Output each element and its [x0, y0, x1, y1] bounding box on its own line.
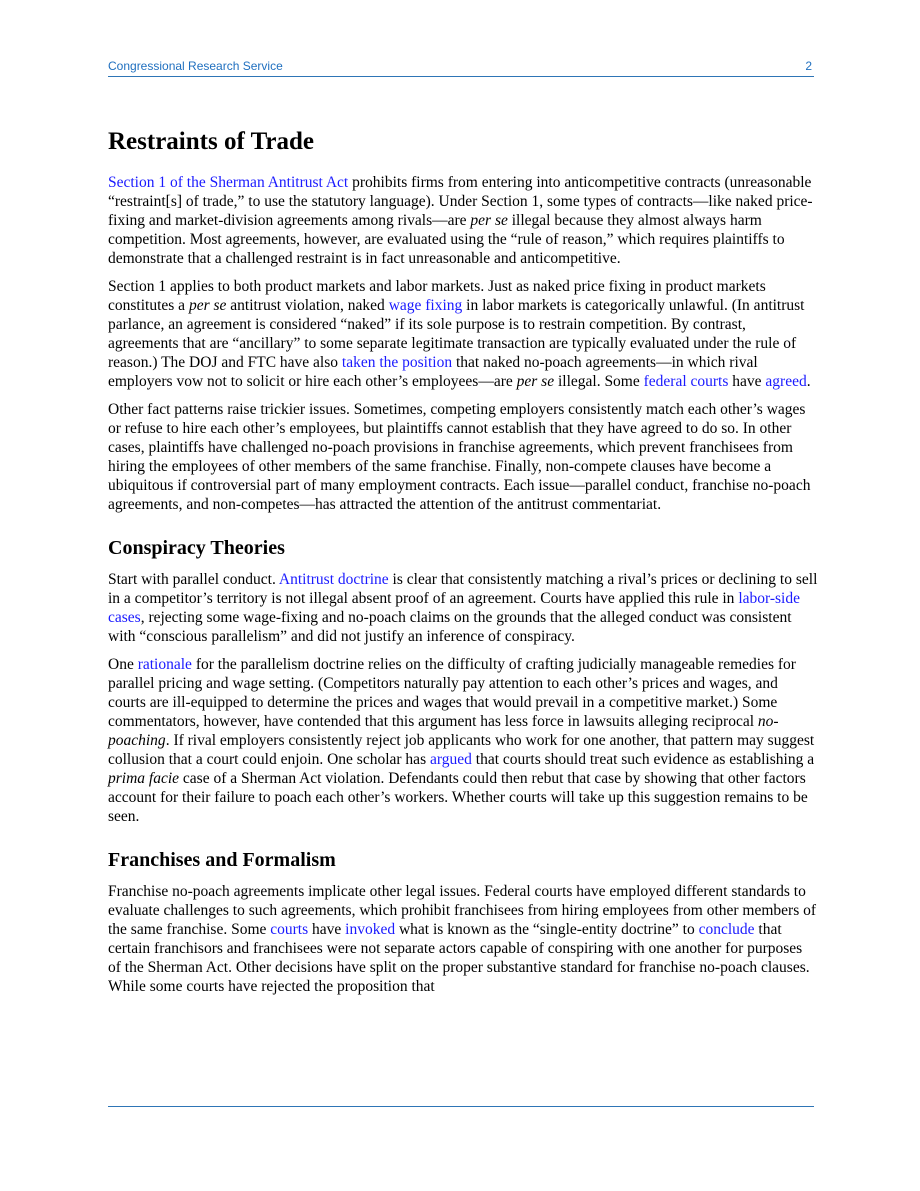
link-sherman-act-section-1[interactable]: Section 1 of the Sherman Antitrust Act: [108, 174, 349, 191]
link-courts[interactable]: courts: [270, 921, 309, 938]
paragraph: Section 1 of the Sherman Antitrust Act prohibits firms from entering into anticompetitive contracts (unreasonable “restraint[s] of trade,” to use the statutory language). Under Section 1, some types of contracts—like naked price-fixing and market-division agreements among rivals—are per se illegal because they almost always harm competition. Most agreements, however, are evaluated using the “rule of reason,” which requires plaintiffs to demonstrate that a challenged restraint is in fact unreasonable and anticompetitive.: [108, 174, 813, 267]
page-number: 2: [805, 59, 812, 73]
link-conclude[interactable]: conclude: [698, 921, 755, 938]
footer-rule: [108, 1106, 814, 1107]
paragraph: Other fact patterns raise trickier issues. Sometimes, competing employers consistently match each other’s wages or refuse to hire each other’s employees, but plaintiffs cannot establish that they have agreed to do so. In other cases, plaintiffs have challenged no-poach provisions in franchise agreements, which prevent franchisees from hiring the employees of other members of the same franchise. Finally, non-compete clauses have become a ubiquitous if controversial part of many employment contracts. Each issue—parallel conduct, franchise no-poach agreements, and non-competes—has attracted the attention of the antitrust commentariat.: [108, 401, 811, 513]
paragraph: Section 1 applies to both product markets and labor markets. Just as naked price fixing in product markets constitutes a per se antitrust violation, naked wage fixing in labor markets is categorically unlawful. (In antitrust parlance, an agreement is considered “naked” if its sole purpose is to restrain competition. By contrast, agreements that are “ancillary” to some separate legitimate transaction are typically evaluated under the rule of reason.) The DOJ and FTC have also taken the position that naked no-poach agreements—in which rival employers vow not to solicit or hire each other’s employees—are per se illegal. Some federal courts have agreed.: [108, 278, 811, 390]
link-wage-fixing[interactable]: wage fixing: [388, 297, 463, 314]
paragraph: Franchise no-poach agreements implicate other legal issues. Federal courts have employed different standards to evaluate challenges to such agreements, which prohibit franchisees from hiring employees from other members of the same franchise. Some courts have invoked what is known as the “single-entity doctrine” to conclude that certain franchisors and franchisees were not separate actors capable of conspiring with one another for purposes of the Sherman Act. Other decisions have split on the proper substantive standard for franchise no-poach clauses. While some courts have rejected the proposition that: [108, 883, 817, 995]
heading-conspiracy-theories: Conspiracy Theories: [108, 537, 285, 559]
link-argued[interactable]: argued: [429, 751, 472, 768]
link-rationale[interactable]: rationale: [137, 656, 192, 673]
heading-restraints-of-trade: Restraints of Trade: [108, 128, 314, 155]
link-labor-side-cases[interactable]: labor-side cases: [108, 590, 800, 626]
document-body: [108, 121, 818, 1005]
page-header: [108, 59, 814, 73]
heading-franchises-and-formalism: Franchises and Formalism: [108, 849, 336, 871]
link-antitrust-doctrine[interactable]: Antitrust doctrine: [278, 571, 389, 588]
header-organization: Congressional Research Service: [108, 59, 283, 73]
header-rule: [108, 76, 814, 77]
link-taken-the-position[interactable]: taken the position: [341, 354, 453, 371]
link-federal-courts[interactable]: federal courts: [643, 373, 729, 390]
link-agreed[interactable]: agreed: [765, 373, 807, 390]
paragraph: Start with parallel conduct. Antitrust doctrine is clear that consistently matching a rival’s prices or declining to sell in a competitor’s territory is not illegal absent proof of an agreement. Courts have applied this rule in labor-side cases, rejecting some wage-fixing and no-poach claims on the grounds that the alleged conduct was consistent with “conscious parallelism” and did not justify an inference of conspiracy.: [108, 571, 818, 645]
link-invoked[interactable]: invoked: [345, 921, 396, 938]
paragraph: One rationale for the parallelism doctrine relies on the difficulty of crafting judicially manageable remedies for parallel pricing and wage setting. (Competitors naturally pay attention to each other’s prices and wages, and courts are ill-equipped to determine the prices and wages that would prevail in a competitive market.) Some commentators, however, have contended that this argument has less force in lawsuits alleging reciprocal no-poaching. If rival employers consistently reject job applicants who work for one another, that pattern may suggest collusion that a court could enjoin. One scholar has argued that courts should treat such evidence as establishing a prima facie case of a Sherman Act violation. Defendants could then rebut that case by showing that other factors account for their failure to poach each other’s workers. Whether courts will take up this suggestion remains to be seen.: [108, 656, 815, 825]
